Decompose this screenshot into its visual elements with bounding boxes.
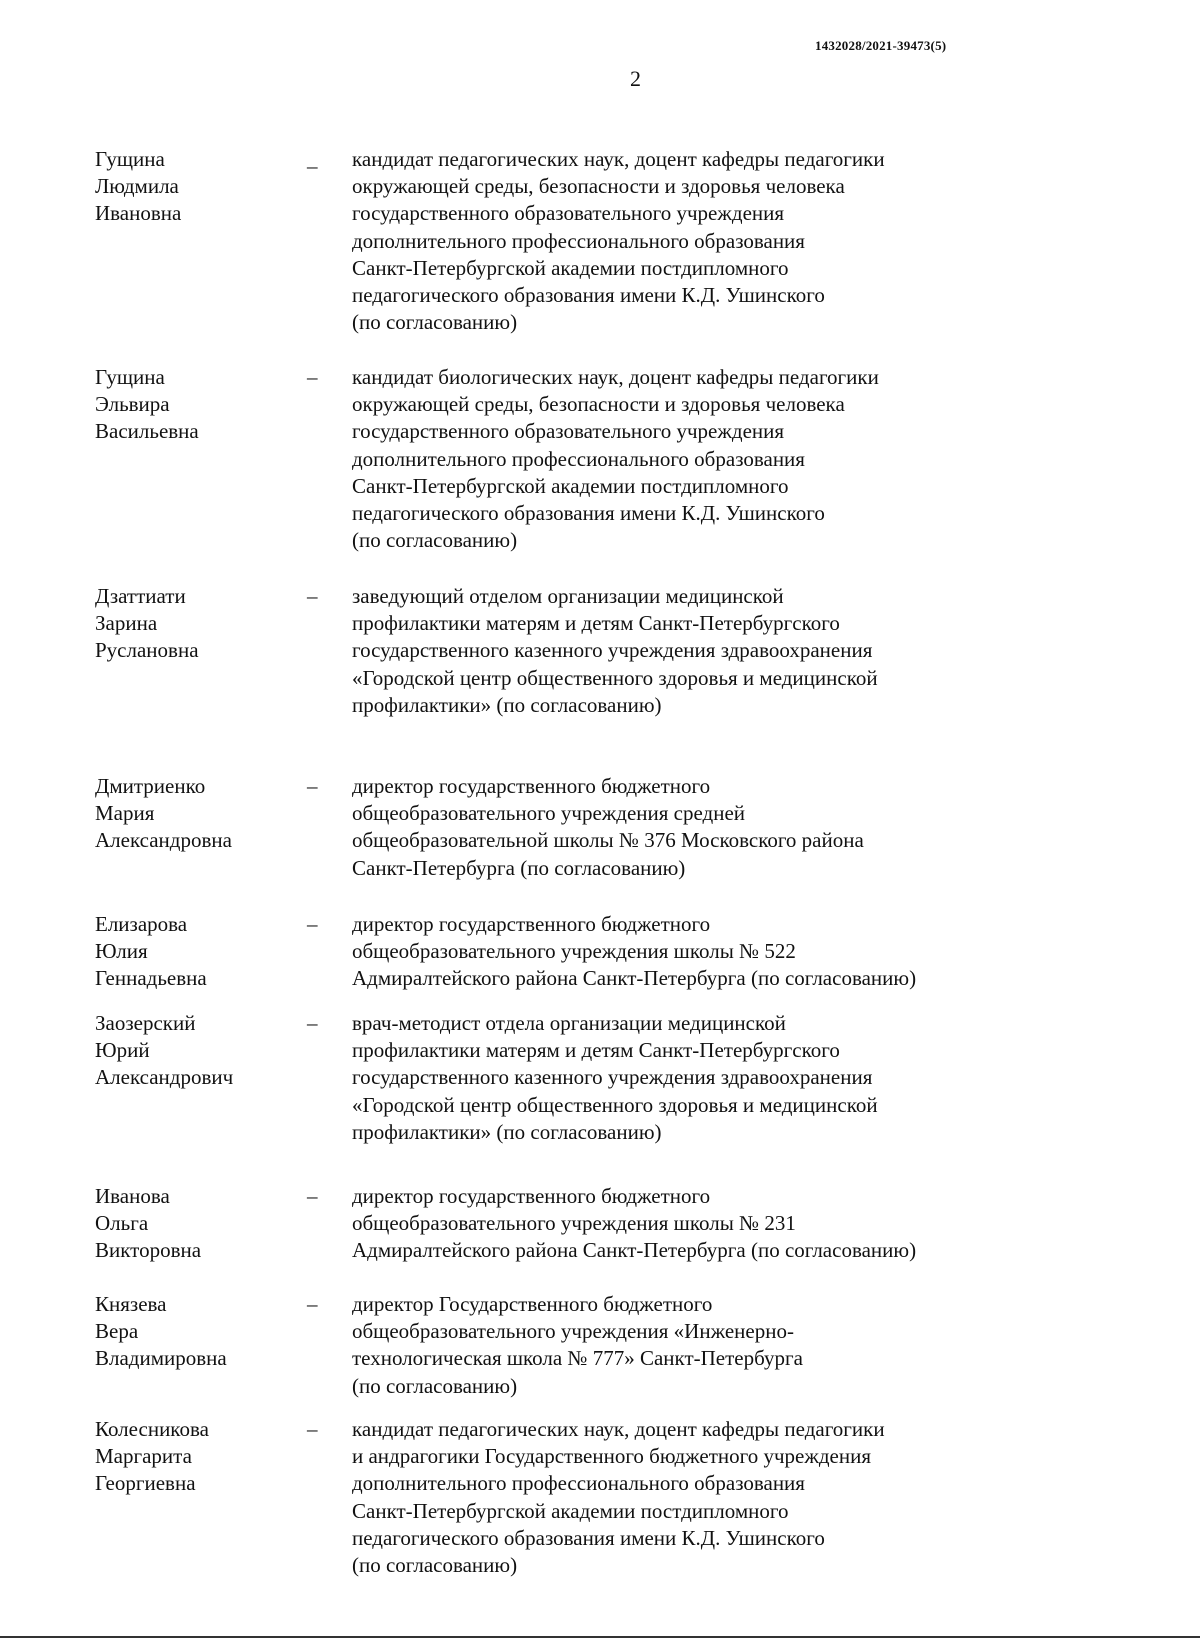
member-description-line: педагогического образования имени К.Д. Ушинского [352,501,825,526]
member-name-line: Заозерский [95,1011,196,1035]
member-name-line: Дзаттиати [95,584,186,608]
member-name-line: Елизарова [95,912,188,936]
member-description [352,583,1032,719]
member-description-line: общеобразовательного учреждения «Инженерно- [352,1319,794,1344]
member-name [95,1291,295,1373]
member-name-line: Ивановна [95,201,182,226]
member-name-line: Князева [95,1292,167,1316]
member-description-line: (по согласованию) [352,1373,518,1398]
page-number: 2 [630,66,641,91]
member-description-line: заведующий отделом организации медицинской [352,584,784,608]
member-description-line: директор государственного бюджетного [352,774,711,798]
member-description-line: Адмиралтейского района Санкт-Петербурга (по согласованию) [352,966,917,991]
member-description-line: профилактики матерям и детям Санкт-Петербургского [352,611,840,636]
member-description-line: педагогического образования имени К.Д. Ушинского [352,1525,825,1550]
member-name-line: Иванова [95,1184,170,1208]
member-description [352,146,1032,336]
member-description-line: дополнительного профессионального образования [352,228,805,253]
member-name-line: Гущина [95,147,165,171]
member-description-line: профилактики» (по согласованию) [352,692,662,717]
member-name [95,1183,295,1265]
member-description [352,1183,1032,1265]
member-description-line: кандидат педагогических наук, доцент кафедры педагогики [352,147,885,171]
member-description-line: технологическая школа № 777» Санкт-Петербурга [352,1346,803,1371]
member-description-line: общеобразовательной школы № 376 Московского района [352,828,864,853]
member-description-line: (по согласованию) [352,310,518,335]
member-description-line: директор Государственного бюджетного [352,1292,713,1316]
member-name-line: Гущина [95,365,165,389]
member-description-line: государственного казенного учреждения здравоохранения [352,1065,873,1090]
member-description-line: педагогического образования имени К.Д. Ушинского [352,283,825,308]
member-description-line: «Городской центр общественного здоровья и медицинской [352,1092,878,1117]
member-description-line: директор государственного бюджетного [352,912,711,936]
member-dash: – [307,365,318,389]
member-description-line: общеобразовательного учреждения средней [352,801,746,826]
member-name [95,583,295,665]
member-dash: – [307,1292,318,1316]
member-description-line: Санкт-Петербургской академии постдипломного [352,255,789,280]
member-name [95,146,295,228]
member-description [352,1010,1032,1146]
document-registration-number: 1432028/2021-39473(5) [815,38,947,53]
member-dash: – [307,774,318,798]
member-description-line: государственного образовательного учреждения [352,419,785,444]
member-description-line: и андрагогики Государственного бюджетного учреждения [352,1444,871,1469]
member-name-line: Александровна [95,828,232,853]
member-description-line: окружающей среды, безопасности и здоровья человека [352,392,845,417]
member-name-line: Руслановна [95,638,199,663]
member-name [95,773,295,855]
member-description [352,1416,1032,1579]
member-name-line: Колесникова [95,1417,209,1441]
member-name-line: Васильевна [95,419,199,444]
member-description-line: врач-методист отдела организации медицинской [352,1011,786,1035]
member-name-line: Людмила [95,174,179,199]
member-name-line: Дмитриенко [95,774,206,798]
member-dash: – [307,912,318,936]
member-dash: – [307,1184,318,1208]
member-description-line: государственного образовательного учреждения [352,201,785,226]
member-description-line: окружающей среды, безопасности и здоровья человека [352,174,845,199]
member-name-line: Ольга [95,1211,149,1236]
member-description-line: (по согласованию) [352,1553,518,1578]
member-name-line: Владимировна [95,1346,227,1371]
member-name-line: Юрий [95,1038,150,1063]
member-name [95,911,295,993]
member-description [352,364,1032,554]
member-dash: – [307,1011,318,1035]
member-description-line: (по согласованию) [352,528,518,553]
member-description-line: Санкт-Петербурга (по согласованию) [352,855,686,880]
member-description-line: Адмиралтейского района Санкт-Петербурга (по согласованию) [352,1238,917,1263]
member-description-line: общеобразовательного учреждения школы № 522 [352,939,796,964]
member-name-line: Викторовна [95,1238,202,1263]
member-name-line: Вера [95,1319,139,1344]
member-description-line: общеобразовательного учреждения школы № 231 [352,1211,796,1236]
member-description-line: профилактики матерям и детям Санкт-Петербургского [352,1038,840,1063]
member-name-line: Александрович [95,1065,234,1090]
member-description-line: дополнительного профессионального образования [352,446,805,471]
member-name-line: Зарина [95,611,158,636]
member-dash: _ [307,147,318,171]
member-description-line: директор государственного бюджетного [352,1184,711,1208]
member-description-line: Санкт-Петербургской академии постдипломного [352,473,789,498]
member-name [95,1010,295,1092]
member-description [352,773,1032,882]
member-description-line: профилактики» (по согласованию) [352,1119,662,1144]
member-description-line: кандидат биологических наук, доцент кафедры педагогики [352,365,879,389]
member-name-line: Георгиевна [95,1471,196,1496]
member-name [95,364,295,446]
member-description [352,911,1032,993]
member-name-line: Юлия [95,939,148,964]
member-name-line: Маргарита [95,1444,192,1469]
member-dash: – [307,584,318,608]
member-description-line: «Городской центр общественного здоровья и медицинской [352,665,878,690]
member-dash: – [307,1417,318,1441]
member-description-line: кандидат педагогических наук, доцент кафедры педагогики [352,1417,885,1441]
member-description-line: государственного казенного учреждения здравоохранения [352,638,873,663]
member-name-line: Эльвира [95,392,170,417]
member-description [352,1291,1032,1400]
member-name-line: Геннадьевна [95,966,207,991]
member-name-line: Мария [95,801,155,826]
bottom-page-rule [0,1636,1200,1638]
member-description-line: дополнительного профессионального образования [352,1471,805,1496]
member-name [95,1416,295,1498]
member-description-line: Санкт-Петербургской академии постдипломного [352,1498,789,1523]
